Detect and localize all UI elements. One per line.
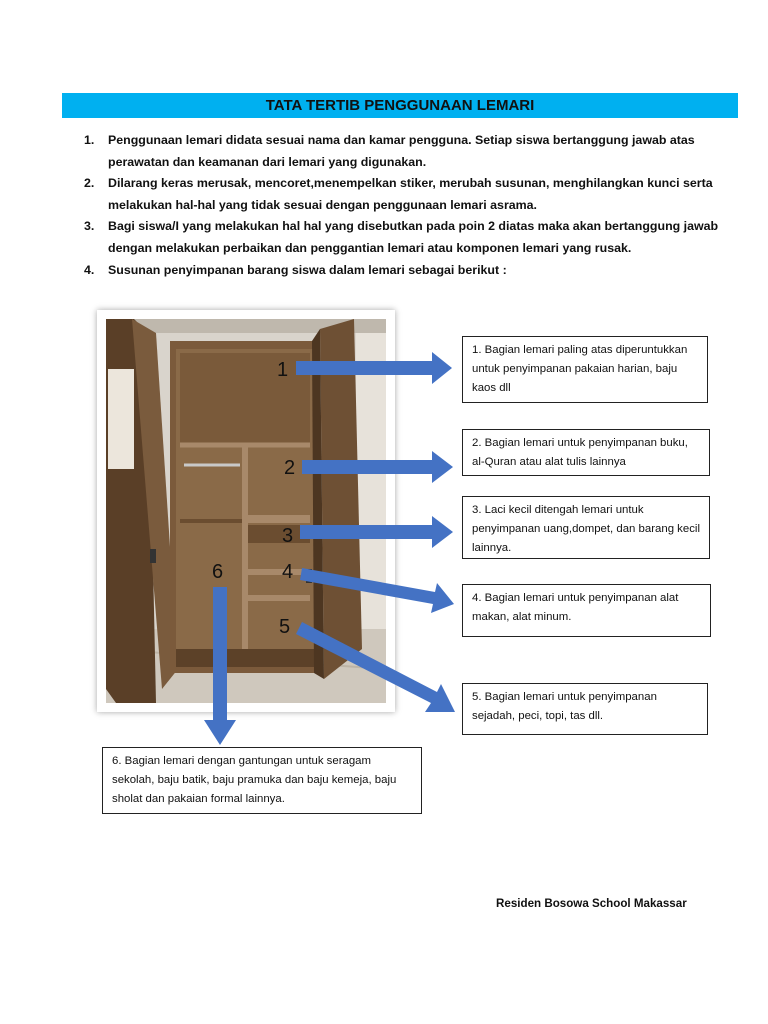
- marker-3: 3: [282, 525, 294, 547]
- rule-text: Penggunaan lemari didata sesuai nama dan kamar pengguna. Setiap siswa bertanggung jawab atas perawatan dan keamanan dari lemari yang digunakan.: [108, 133, 695, 169]
- callout-6: 6. Bagian lemari dengan gantungan untuk seragam sekolah, baju batik, baju pramuka dan baju kemeja, baju sholat dan pakaian formal lainnya.: [102, 747, 422, 814]
- rule-text: Susunan penyimpanan barang siswa dalam lemari sebagai berikut :: [108, 262, 507, 277]
- footer-signature: Residen Bosowa School Makassar: [496, 897, 687, 910]
- page-title: TATA TERTIB PENGGUNAAN LEMARI: [265, 97, 535, 114]
- arrow-3: [300, 516, 453, 548]
- marker-6: 6: [212, 561, 224, 583]
- rule-number: 2.: [84, 176, 95, 191]
- rule-text: Dilarang keras merusak, mencoret,menempelkan stiker, merubah susunan, menghilangkan kunci serta melakukan hal-hal yang tidak sesuai dengan penggunaan lemari asrama.: [108, 176, 713, 212]
- rule-number: 1.: [84, 133, 95, 147]
- arrow-4: [300, 568, 454, 613]
- callout-3: 3. Laci kecil ditengah lemari untuk penyimpanan uang,dompet, dan barang kecil lainnya.: [462, 496, 710, 559]
- callout-5: 5. Bagian lemari untuk penyimpanan sejadah, peci, topi, tas dll.: [462, 683, 708, 735]
- marker-2: 2: [284, 457, 296, 479]
- arrow-5: [296, 622, 455, 712]
- marker-1: 1: [277, 359, 289, 381]
- callout-2: 2. Bagian lemari untuk penyimpanan buku, al-Quran atau alat tulis lainnya: [462, 429, 710, 476]
- callout-4: 4. Bagian lemari untuk penyimpanan alat makan, alat minum.: [462, 584, 711, 637]
- callout-1: 1. Bagian lemari paling atas diperuntukkan untuk penyimpanan pakaian harian, baju kaos dll: [462, 336, 708, 403]
- rule-text: Bagi siswa/I yang melakukan hal hal yang disebutkan pada poin 2 diatas maka akan bertanggung jawab dengan melakukan perbaikan dan penggantian lemari atau komponen lemari yang rusak.: [108, 219, 719, 255]
- arrow-2: [302, 451, 453, 483]
- arrow-1: [296, 352, 452, 384]
- arrow-6: [204, 587, 236, 745]
- marker-5: 5: [279, 616, 291, 638]
- marker-4: 4: [282, 561, 294, 583]
- rule-number: 4.: [84, 262, 95, 277]
- rule-number: 3.: [84, 219, 95, 234]
